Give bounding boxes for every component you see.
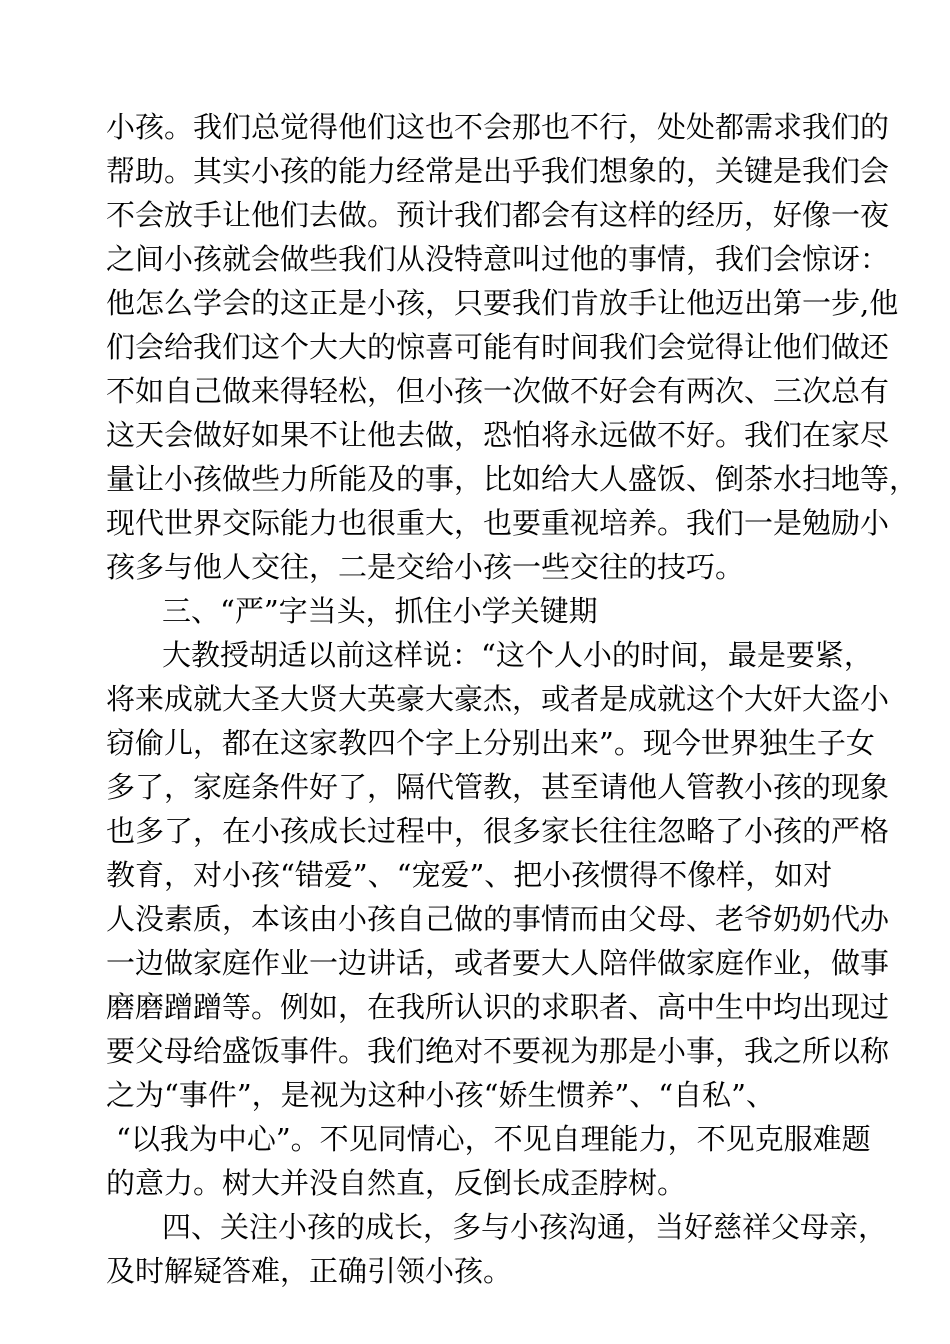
text-line: 多了，家庭条件好了，隔代管教，甚至请他人管教小孩的现象: [106, 770, 890, 804]
text-line: 不如自己做来得轻松，但小孩一次做不好会有两次、三次总有: [106, 374, 890, 408]
text-line: 小孩。我们总觉得他们这也不会那也不行，处处都需求我们的: [106, 110, 890, 144]
text-line: 一边做家庭作业一边讲话，或者要大人陪伴做家庭作业，做事: [106, 946, 890, 980]
text-line: 现代世界交际能力也很重大，也要重视培养。我们一是勉励小: [106, 506, 890, 540]
text-line: 磨磨蹭蹭等。例如，在我所认识的求职者、高中生中均出现过: [106, 990, 890, 1024]
text-line: 人没素质，本该由小孩自己做的事情而由父母、老爷奶奶代办: [106, 902, 890, 936]
text-line: 的意力。树大并没自然直，反倒长成歪脖树。: [106, 1166, 687, 1200]
section-heading: 三、“严”字当头，抓住小学关键期: [162, 594, 598, 628]
text-line: 窃偷儿，都在这家教四个字上分别出来”。现今世界独生子女: [106, 726, 875, 760]
text-line: 不会放手让他们去做。预计我们都会有这样的经历，好像一夜: [106, 198, 890, 232]
text-line: 他怎么学会的这正是小孩，只要我们肯放手让他迈出第一步,他: [106, 286, 899, 320]
text-line: 们会给我们这个大大的惊喜可能有时间我们会觉得让他们做还: [106, 330, 890, 364]
text-line: 之为“事件”，是视为这种小孩“娇生惯养”、“自私”、: [106, 1078, 775, 1112]
section-heading: 四、关注小孩的成长，多与小孩沟通，当好慈祥父母亲，: [162, 1210, 888, 1244]
text-line: 也多了，在小孩成长过程中，很多家长往往忽略了小孩的严格: [106, 814, 890, 848]
text-line: 教育，对小孩“错爱”、“宠爱”、把小孩惯得不像样，如对: [106, 858, 833, 892]
paragraph-first-line: 大教授胡适以前这样说：“这个人小的时间，最是要紧，: [162, 638, 873, 672]
text-line: 将来成就大圣大贤大英豪大豪杰，或者是成就这个大奸大盗小: [106, 682, 890, 716]
text-line: 之间小孩就会做些我们从没特意叫过他的事情，我们会惊讶：: [106, 242, 890, 276]
text-line: 要父母给盛饭事件。我们绝对不要视为那是小事，我之所以称: [106, 1034, 890, 1068]
text-line: 量让小孩做些力所能及的事，比如给大人盛饭、倒茶水扫地等，: [106, 462, 919, 496]
text-line: 孩多与他人交往，二是交给小孩一些交往的技巧。: [106, 550, 745, 584]
text-line: 及时解疑答难，正确引领小孩。: [106, 1254, 513, 1288]
text-line: 这天会做好如果不让他去做，恐怕将永远做不好。我们在家尽: [106, 418, 890, 452]
text-line: 帮助。其实小孩的能力经常是出乎我们想象的，关键是我们会: [106, 154, 890, 188]
text-line: “以我为中心”。不见同情心，不见自理能力，不见克服难题: [116, 1122, 871, 1156]
